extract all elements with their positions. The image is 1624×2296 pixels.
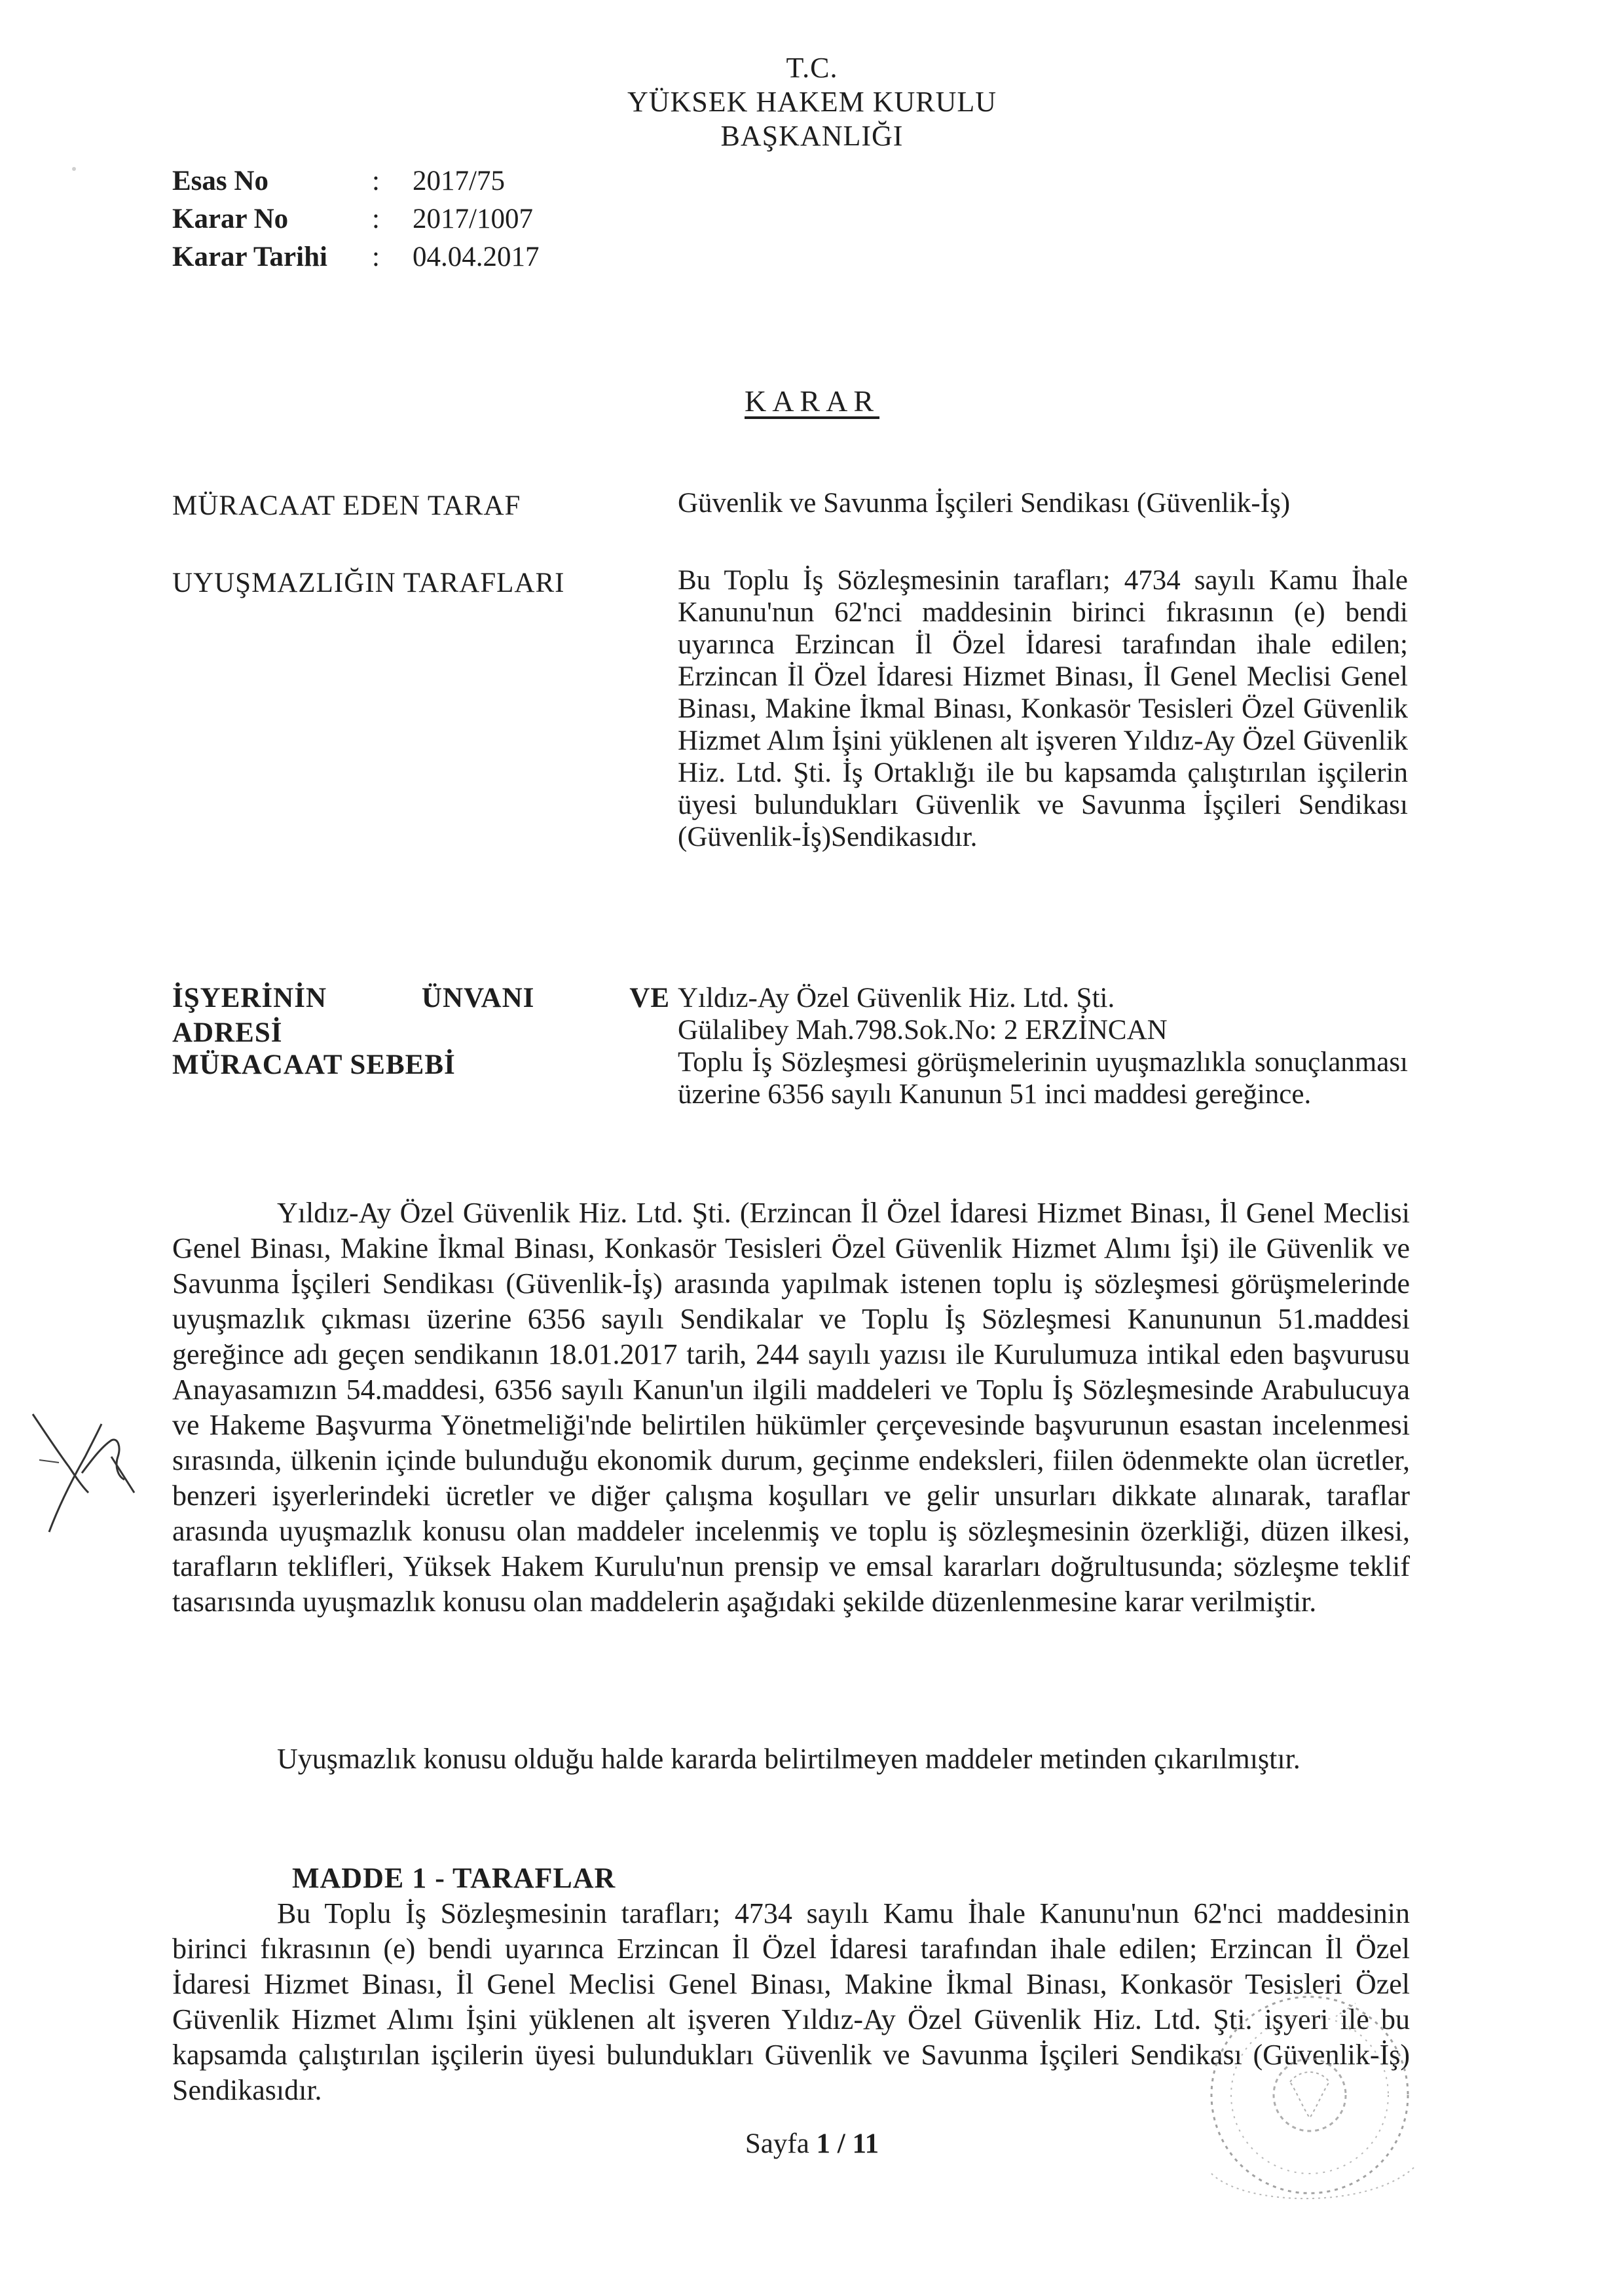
header-tc: T.C.	[786, 52, 838, 84]
scan-speck	[72, 167, 76, 171]
page-prefix: Sayfa	[745, 2128, 809, 2159]
header-presidency: BAŞKANLIĞI	[720, 120, 904, 152]
handwritten-signature	[20, 1394, 151, 1545]
document-header	[524, 51, 1100, 153]
meta-value: 2017/75	[413, 166, 505, 196]
case-meta	[172, 162, 540, 276]
reason-value: Toplu İş Sözleşmesi görüşmelerinin uyuşmazlıkla sonuçlanması üzerine 6356 sayılı Kanunun 51 inci maddesi gereğince.	[678, 1047, 1408, 1110]
applicant-label: MÜRACAAT EDEN TARAF	[172, 490, 521, 521]
article-1-heading: MADDE 1 - TARAFLAR	[292, 1862, 616, 1894]
workplace-label-word: VE	[629, 983, 670, 1013]
official-stamp	[1172, 1977, 1447, 2226]
reason-label: MÜRACAAT SEBEBİ	[172, 1049, 456, 1080]
workplace-name: Yıldız-Ay Özel Güvenlik Hiz. Ltd. Şti.	[678, 983, 1115, 1013]
meta-value: 04.04.2017	[413, 242, 540, 272]
workplace-label-word: İŞYERİNİN	[172, 983, 327, 1013]
workplace-label	[172, 982, 670, 1014]
decision-paragraph: Yıldız-Ay Özel Güvenlik Hiz. Ltd. Şti. (Erzincan İl Özel İdaresi Hizmet Binası, İl Genel Meclisi Genel Binası, Makine İkmal Binası, Konkasör Tesisleri Özel Güvenlik Hizmet Alımı İşi) ile Güvenlik ve Savunma İşçileri Sendikası (Güvenlik-İş) arasında yapılmak istenen toplu iş sözleşmesi görüşmelerinde uyuşmazlık çıkması üzerine 6356 sayılı Sendikalar ve Toplu İş Sözleşmesi Kanununun 51.maddesi gereğince adı geçen sendikanın 18.01.2017 tarih, 244 sayılı yazısı ile Kurulumuza intikal eden başvurusu Anayasamızın 54.maddesi, 6356 sayılı Kanun'un ilgili maddeleri ve Toplu İş Sözleşmesinde Arabulucuya ve Hakeme Başvurma Yönetmeliği'nde belirtilen hükümler çerçevesinde başvurunun esastan incelenmesi sırasında, ülkenin içinde bulunduğu ekonomik durum, geçinme endeksleri, fiilen ödenmekte olan ücretler, benzeri işyerlerindeki ücretler ve diğer çalışma koşulları ve gelir unsurları dikkate alınarak, taraflar arasında uyuşmazlık konusu olan maddeler incelenmiş ve toplu iş sözleşmesinin özerkliği, düzen ilkesi, tarafların teklifleri, Yüksek Hakem Kurulu'nun prensip ve emsal kararları doğrultusunda; sözleşme teklif tasarısında uyuşmazlık konusu olan maddelerin aşağıdaki şekilde düzenlenmesine karar verilmiştir.	[172, 1197, 1410, 1618]
meta-sep: :	[372, 204, 380, 234]
dispute-value: Bu Toplu İş Sözleşmesinin tarafları; 4734 sayılı Kamu İhale Kanunu'nun 62'nci maddesinin birinci fıkrasının (e) bendi uyarınca Erzincan İl Özel İdaresi tarafından ihale edilen; Erzincan İl Özel İdaresi Hizmet Binası, İl Genel Meclisi Genel Binası, Makine İkmal Binası, Konkasör Tesisleri Özel Güvenlik Hizmet Alım İşini yüklenen alt işveren Yıldız-Ay Özel Güvenlik Hiz. Ltd. Şti. İş Ortaklığı ile bu kapsamda çalıştırılan işçilerin üyesi bulundukları Güvenlik ve Savunma İşçileri Sendikası (Güvenlik-İş)Sendikasıdır.	[678, 565, 1408, 852]
page-count: 1 / 11	[816, 2128, 879, 2159]
workplace-address: Gülalibey Mah.798.Sok.No: 2 ERZİNCAN	[678, 1015, 1168, 1046]
meta-row-tarih	[172, 238, 540, 276]
meta-row-esas	[172, 162, 540, 200]
meta-label: Esas No	[172, 166, 268, 196]
meta-label: Karar Tarihi	[172, 242, 327, 272]
article-1-text: Bu Toplu İş Sözleşmesinin tarafları; 4734 sayılı Kamu İhale Kanunu'nun 62'nci maddesinin birinci fıkrasının (e) bendi uyarınca Erzincan İl Özel İdaresi tarafından ihale edilen; Erzincan İl Özel İdaresi Hizmet Binası, İl Genel Meclisi Genel Binası, Makine İkmal Binası, Konkasör Tesisleri Özel Güvenlik Hizmet Alımı İşini yüklenen alt işveren Yıldız-Ay Özel Güvenlik Hiz. Ltd. Şti. işyeri ile bu kapsamda çalıştırılan işçilerin üyesi bulundukları Güvenlik ve Savunma İşçileri Sendikası (Güvenlik-İş) Sendikasıdır.	[172, 1897, 1410, 2106]
meta-label: Karar No	[172, 204, 289, 234]
header-institution: YÜKSEK HAKEM KURULU	[627, 86, 997, 118]
applicant-value: Güvenlik ve Savunma İşçileri Sendikası (Güvenlik-İş)	[678, 488, 1291, 519]
removed-articles-paragraph: Uyuşmazlık konusu olduğu halde kararda belirtilmeyen maddeler metinden çıkarılmıştır.	[277, 1743, 1301, 1775]
meta-sep: :	[372, 166, 380, 196]
dispute-label: UYUŞMAZLIĞIN TARAFLARI	[172, 568, 565, 598]
decision-title: KARAR	[744, 384, 880, 418]
meta-value: 2017/1007	[413, 204, 533, 234]
workplace-label-word: ÜNVANI	[421, 983, 535, 1013]
page-number	[655, 2128, 969, 2160]
meta-row-karar	[172, 200, 540, 238]
workplace-label-address: ADRESİ	[172, 1017, 283, 1048]
meta-sep: :	[372, 242, 380, 272]
